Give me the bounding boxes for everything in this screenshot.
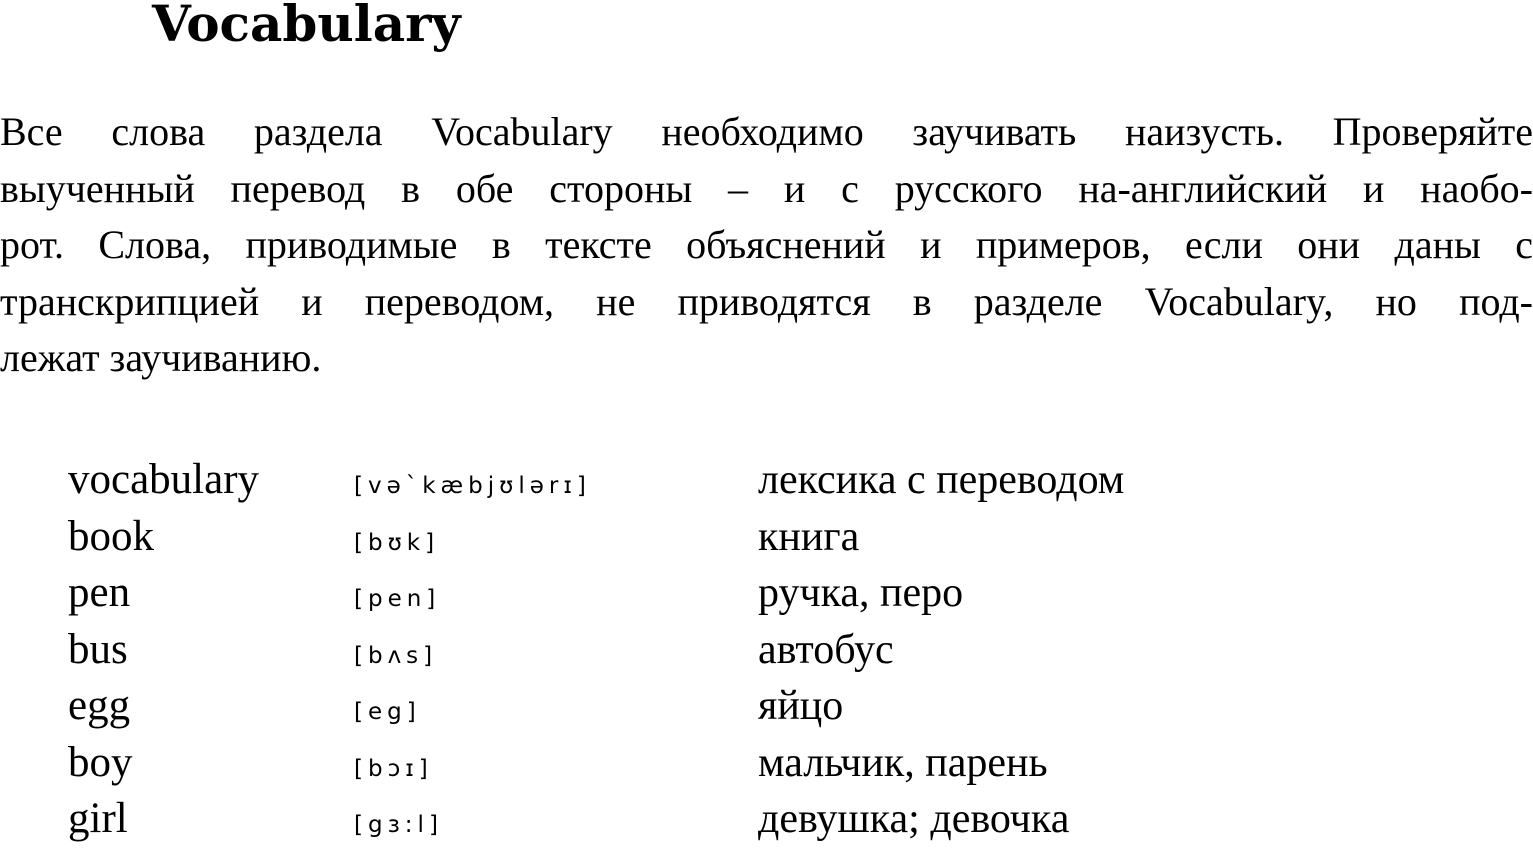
vocabulary-word: book xyxy=(68,512,154,560)
vocabulary-row xyxy=(68,791,1468,848)
vocabulary-transcription: [gɜ:l] xyxy=(354,812,443,838)
vocabulary-row xyxy=(68,509,1468,566)
vocabulary-row xyxy=(68,622,1468,679)
vocabulary-word: pen xyxy=(68,569,131,616)
vocabulary-transcription: [pen] xyxy=(354,586,441,612)
vocabulary-list xyxy=(68,452,1468,848)
vocabulary-translation: лексика с переводом xyxy=(758,457,1125,503)
intro-line: Все слова раздела Vocabulary необходимо заучивать наизусть. Проверяйте xyxy=(0,109,1533,154)
vocabulary-translation: книга xyxy=(758,513,860,560)
vocabulary-row xyxy=(68,565,1468,622)
vocabulary-word: egg xyxy=(68,682,131,729)
intro-line: рот. Слова, приводимые в тексте объяснений и примеров, если они даны с xyxy=(0,222,1533,267)
vocabulary-row xyxy=(68,678,1468,735)
intro-line: выученный перевод в обе стороны – и с русского на-английский и наобо- xyxy=(0,165,1533,211)
vocabulary-word: bus xyxy=(68,625,128,673)
vocabulary-word: boy xyxy=(68,738,133,786)
vocabulary-row xyxy=(68,452,1468,509)
intro-line: транскрипцией и переводом, не приводятся в разделе Vocabulary, но под- xyxy=(0,278,1533,324)
vocabulary-translation: мальчик, парень xyxy=(758,739,1048,786)
vocabulary-transcription: [bʊk] xyxy=(354,529,440,556)
vocabulary-translation: девушка; девочка xyxy=(758,796,1070,842)
vocabulary-word: girl xyxy=(68,795,128,842)
vocabulary-word: vocabulary xyxy=(68,456,260,503)
vocabulary-transcription: [eg] xyxy=(354,699,421,725)
intro-paragraph xyxy=(0,104,1533,387)
vocabulary-row xyxy=(68,735,1468,792)
intro-line: лежат заучиванию. xyxy=(0,335,322,380)
vocabulary-transcription: [vəˋkæbjʊlərɪ] xyxy=(354,473,591,499)
vocabulary-transcription: [bʌs] xyxy=(354,642,438,669)
vocabulary-translation: автобус xyxy=(758,626,894,673)
page-title: Vocabulary xyxy=(152,0,461,53)
vocabulary-translation: яйцо xyxy=(758,683,844,729)
vocabulary-transcription: [bɔɪ] xyxy=(354,755,433,782)
vocabulary-translation: ручка, перо xyxy=(758,570,964,616)
